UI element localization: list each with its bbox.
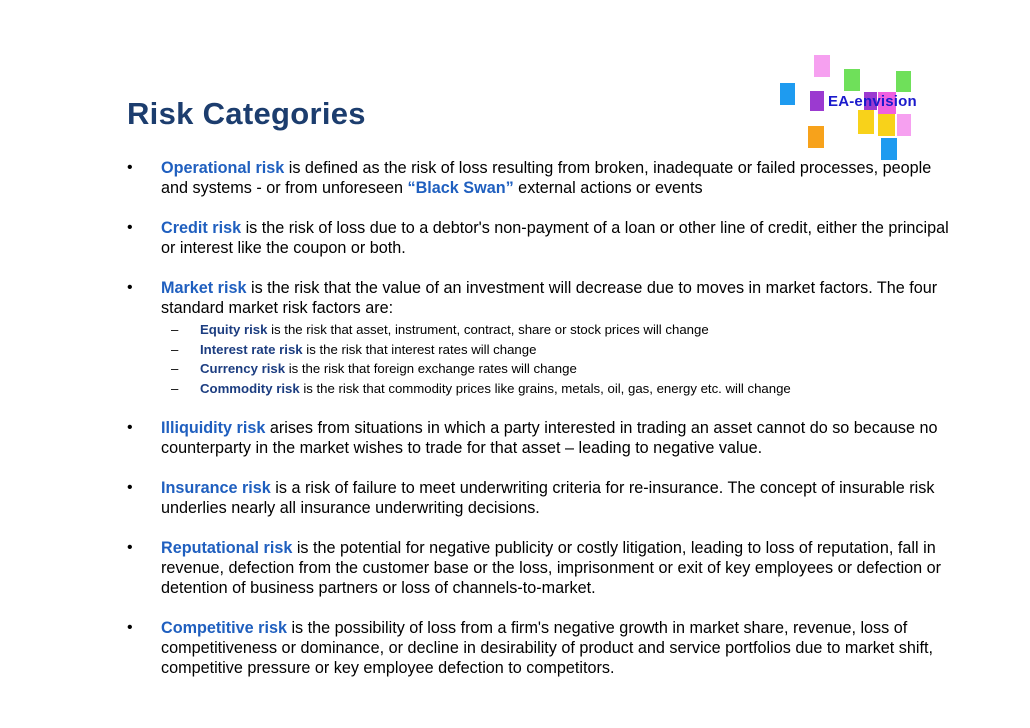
term: Operational risk (161, 159, 285, 177)
logo-text: EA-envision (828, 93, 917, 110)
logo-square (897, 114, 911, 136)
description: arises from situations in which a party interested in trading an asset cannot do so because no counterparty in the market wishes to trade for that asset – leading to negative value. (161, 419, 938, 457)
logo-square (896, 71, 911, 92)
description: is defined as the risk of loss resulting from broken, inadequate or failed processes, people and systems - or from unforeseen (161, 159, 932, 197)
sub-description: is the risk that asset, instrument, contract, share or stock prices will change (267, 322, 709, 337)
market-risk-factors (161, 320, 957, 398)
bullet-icon: • (127, 619, 133, 636)
dash-icon: – (171, 361, 179, 376)
dash-icon: – (171, 322, 179, 337)
bullet-icon: • (127, 279, 133, 296)
sub-item-commodity-risk (161, 379, 957, 399)
page-title: Risk Categories (127, 96, 366, 131)
description: is a risk of failure to meet underwriting criteria for re-insurance. The concept of insurable risk underlies nearly all insurance underwriting decisions. (161, 479, 935, 517)
dash-icon: – (171, 380, 179, 396)
description: is the potential for negative publicity or costly litigation, leading to loss of reputation, fall in revenue, defection from the customer base or the loss, imprisonment or exit of key employees or defection or detention of business partners or loss of channels-to-market. (161, 539, 942, 597)
description-end: external actions or events (513, 179, 703, 197)
bullet-icon: • (127, 539, 133, 556)
sub-term: Commodity risk (200, 380, 300, 396)
sub-description: is the risk that commodity prices like grains, metals, oil, gas, energy etc. will change (299, 380, 791, 396)
logo-square (881, 138, 897, 160)
bullet-icon: • (127, 159, 133, 176)
logo-square (810, 91, 824, 111)
term: Competitive risk (161, 619, 287, 637)
sub-description: is the risk that foreign exchange rates will change (285, 361, 577, 376)
sub-term: Equity risk (200, 322, 268, 337)
bullet-icon: • (127, 219, 133, 236)
list-item-market-risk (127, 278, 957, 398)
logo-square (878, 114, 895, 136)
black-swan-emphasis: “Black Swan” (407, 179, 514, 197)
list-item-illiquidity-risk (127, 418, 957, 458)
logo-square (808, 126, 824, 148)
description: is the risk that the value of an investment will decrease due to moves in market factors. The four standard market risk factors are: (161, 279, 938, 317)
term: Market risk (161, 279, 247, 297)
list-item-operational-risk (127, 158, 957, 198)
sub-term: Currency risk (200, 361, 286, 376)
bullet-icon: • (127, 419, 133, 436)
term: Reputational risk (161, 539, 293, 557)
sub-item-currency-risk (161, 359, 957, 379)
logo-square (814, 55, 830, 77)
list-item-credit-risk (127, 218, 957, 258)
bullet-icon: • (127, 479, 133, 496)
list-item-insurance-risk (127, 478, 957, 518)
sub-item-equity-risk (161, 320, 957, 340)
term: Insurance risk (161, 479, 271, 497)
description: is the possibility of loss from a firm's negative growth in market share, revenue, loss of competitiveness or dominance, or decline in desirability of product and service portfolios due to market shift, competitive pressure or key employee defection to competitors. (161, 619, 933, 677)
term: Illiquidity risk (161, 419, 266, 437)
list-item-competitive-risk (127, 618, 957, 678)
sub-item-interest-rate-risk (161, 340, 957, 360)
logo-square (858, 110, 874, 134)
sub-term: Interest rate risk (200, 341, 303, 357)
logo-square (780, 83, 795, 105)
description: is the risk of loss due to a debtor's non-payment of a loan or other line of credit, either the principal or interest like the coupon or both. (161, 219, 949, 257)
term: Credit risk (161, 219, 242, 237)
list-item-reputational-risk (127, 538, 957, 598)
dash-icon: – (171, 341, 179, 357)
risk-list (127, 158, 957, 698)
sub-description: is the risk that interest rates will change (302, 341, 537, 357)
logo-square (844, 69, 860, 91)
ea-envision-logo (770, 50, 930, 160)
